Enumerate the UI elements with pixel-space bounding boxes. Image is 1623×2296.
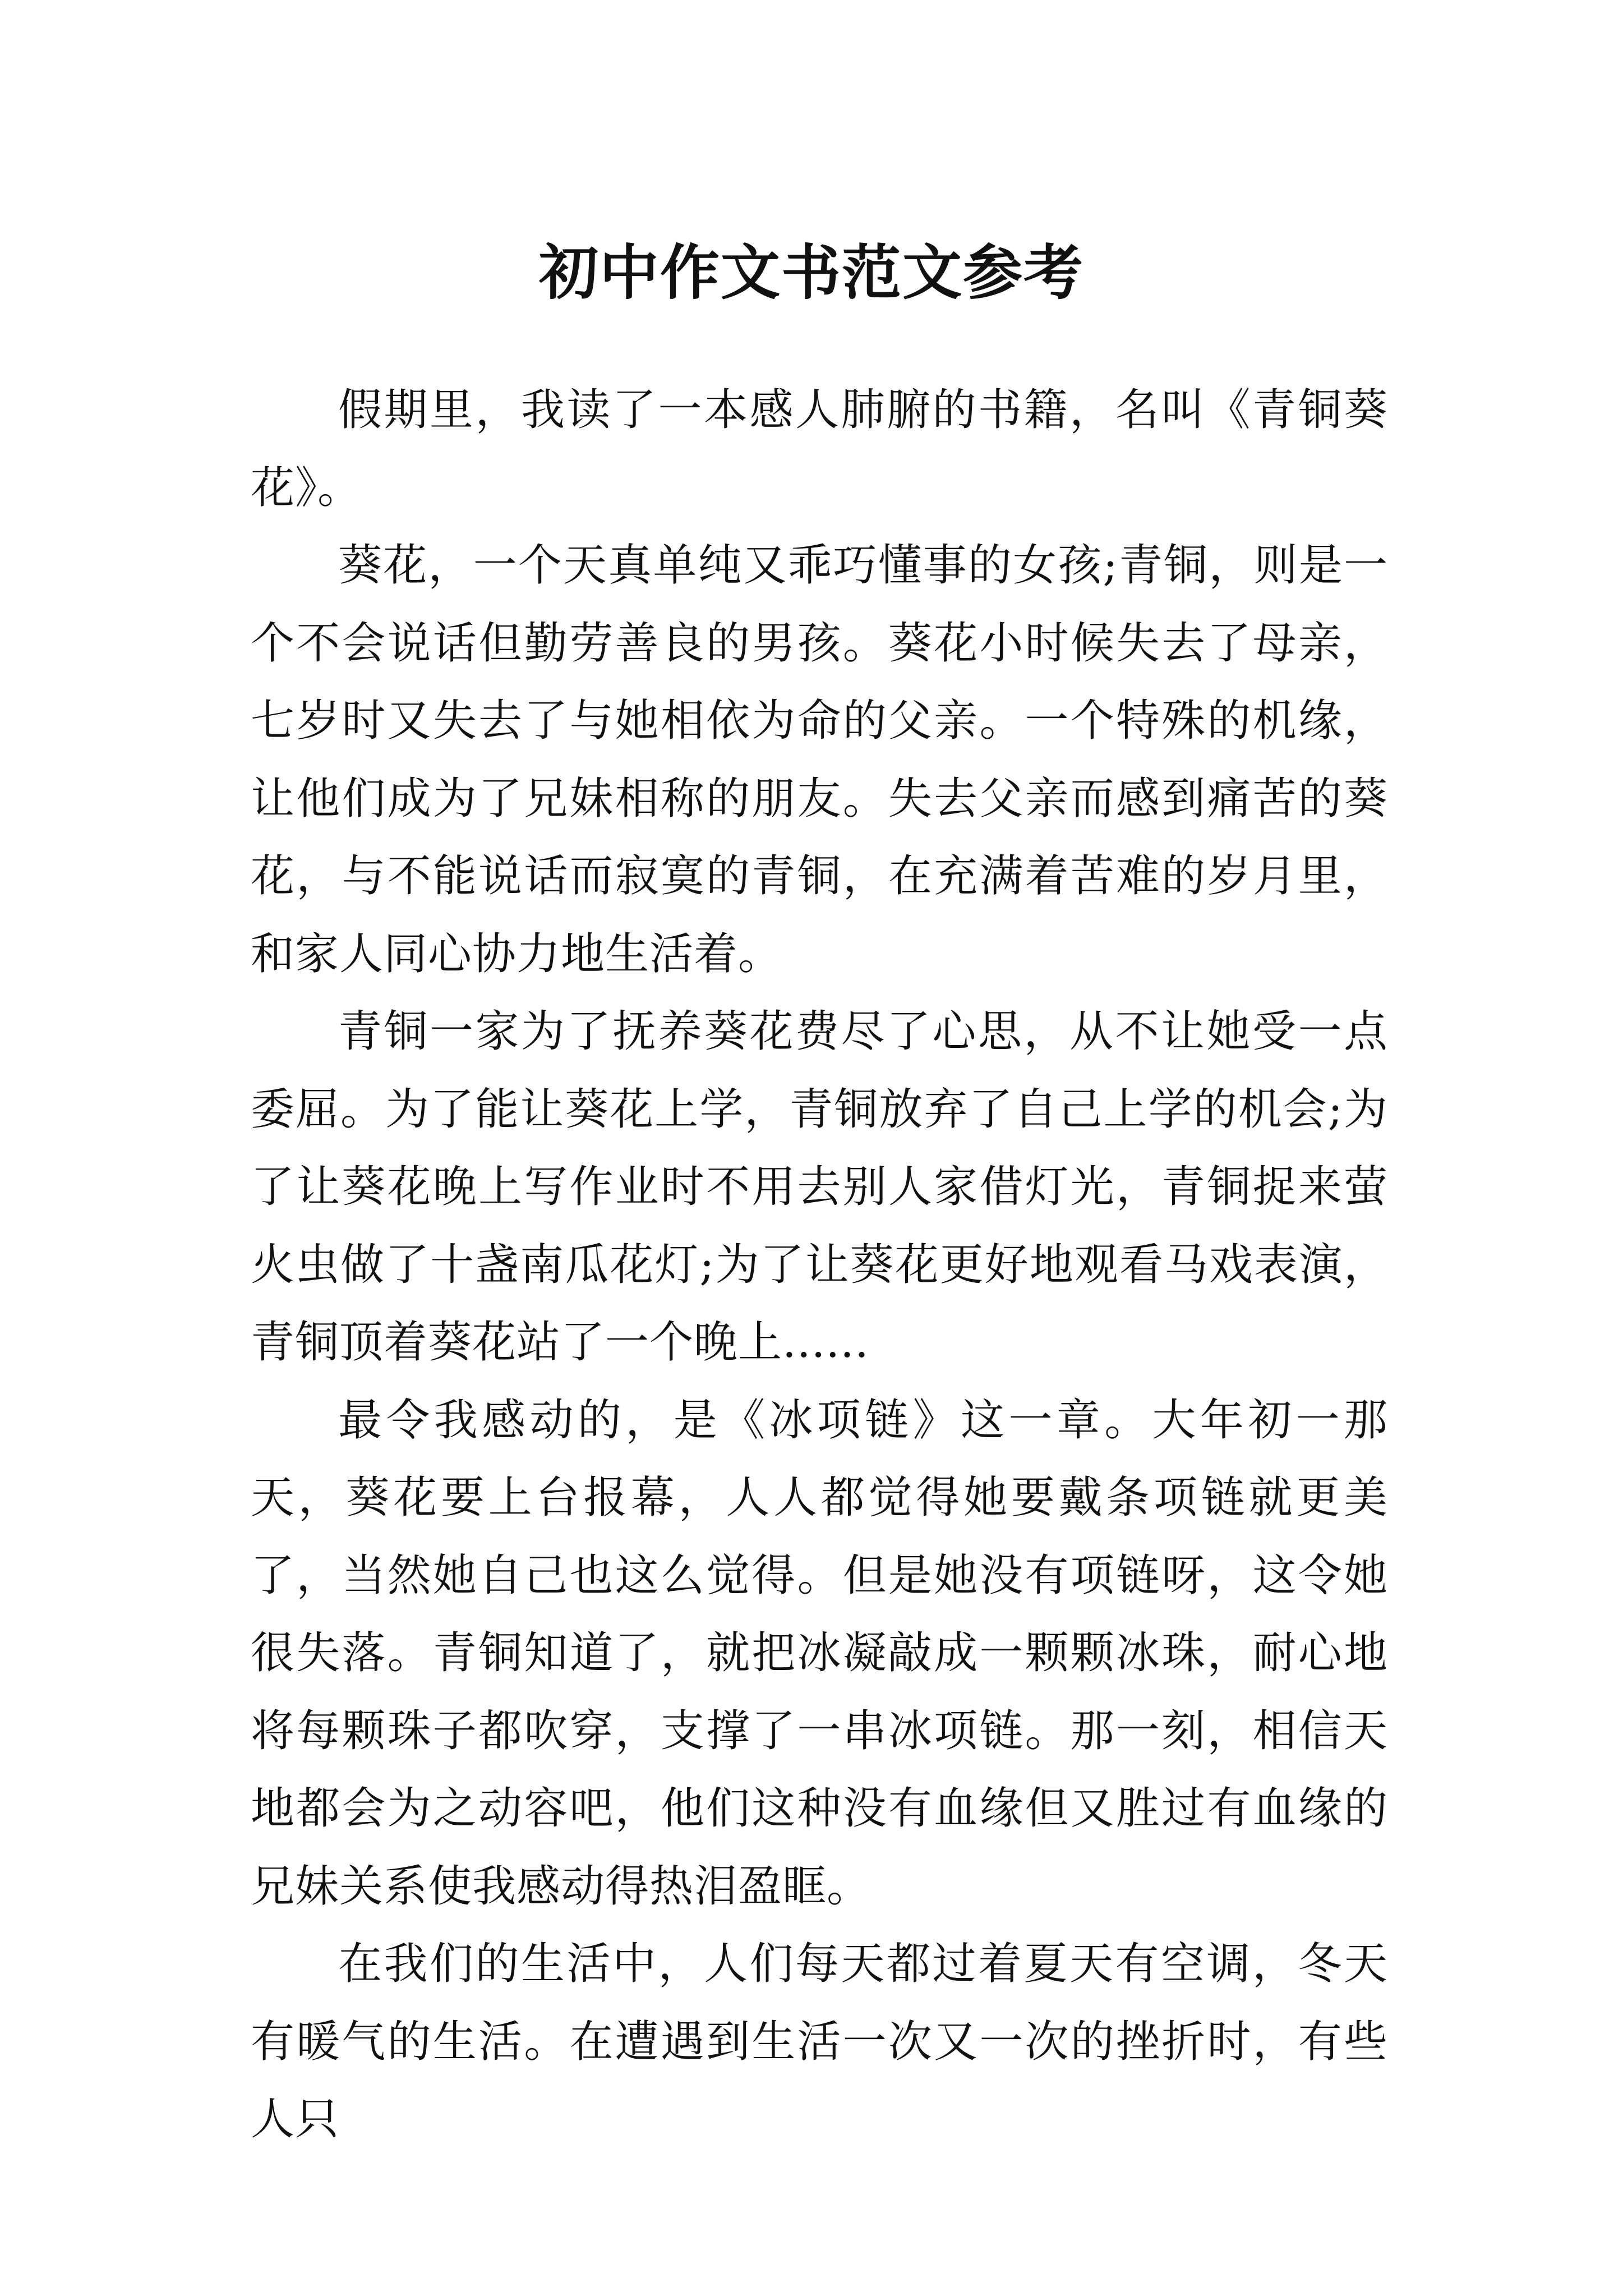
paragraph: 葵花，一个天真单纯又乖巧懂事的女孩;青铜，则是一个不会说话但勤劳善良的男孩。葵花小时候失去了母亲，七岁时又失去了与她相依为命的父亲。一个特殊的机缘，让他们成为了兄妹相称的朋友。失去父亲而感到痛苦的葵花，与不能说话而寂寞的青铜，在充满着苦难的岁月里，和家人同心协力地生活着。 (251, 540, 1388, 979)
paragraph: 在我们的生活中，人们每天都过着夏天有空调，冬天有暖气的生活。在遭遇到生活一次又一次的挫折时，有些人只 (251, 1939, 1388, 2145)
paragraph: 最令我感动的，是《冰项链》这一章。大年初一那天，葵花要上台报幕，人人都觉得她要戴条项链就更美了，当然她自己也这么觉得。但是她没有项链呀，这令她很失落。青铜知道了，就把冰凝敲成一颗颗冰珠，耐心地将每颗珠子都吹穿，支撑了一串冰项链。那一刻，相信天地都会为之动容吧，他们这种没有血缘但又胜过有血缘的兄妹关系使我感动得热泪盈眶。 (251, 1395, 1388, 1912)
paragraph: 假期里，我读了一本感人肺腑的书籍，名叫《青铜葵花》。 (251, 385, 1388, 513)
document-title: 初中作文书范文参考 (539, 237, 1084, 308)
document-body (251, 371, 1388, 2159)
paragraph: 青铜一家为了抚养葵花费尽了心思，从不让她受一点委屈。为了能让葵花上学，青铜放弃了自己上学的机会;为了让葵花晚上写作业时不用去别人家借灯光，青铜捉来萤火虫做了十盏南瓜花灯;为了让葵花更好地观看马戏表演，青铜顶着葵花站了一个晚上...... (251, 1006, 1388, 1368)
